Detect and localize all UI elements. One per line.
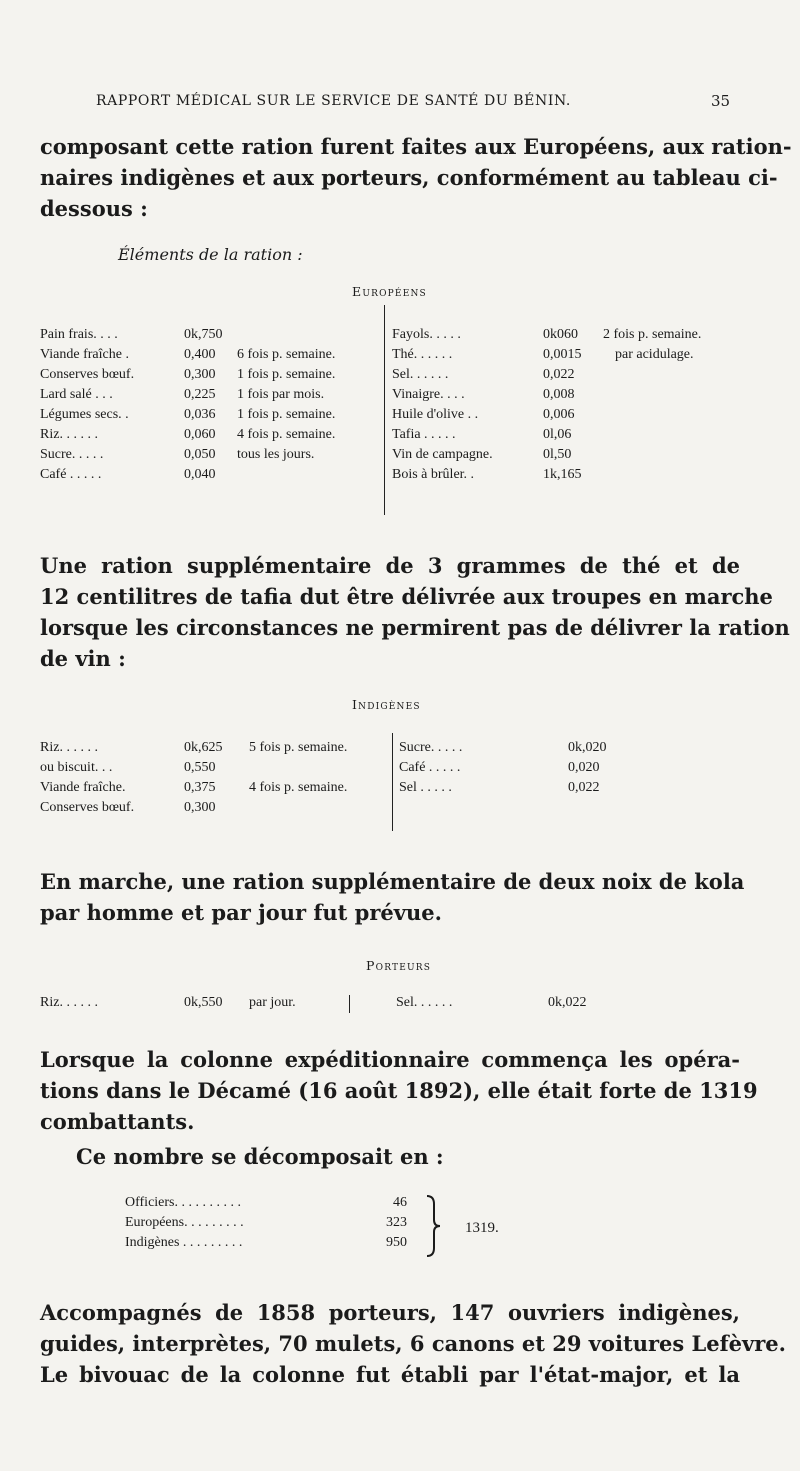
ration-elements-title: Éléments de la ration : <box>118 245 303 264</box>
effectif-breakdown <box>125 1193 445 1253</box>
final-paragraph <box>40 1297 786 1390</box>
decomposition-intro: Ce nombre se décomposait en : <box>76 1144 444 1169</box>
text-line: dessous : <box>40 196 148 221</box>
text-line: tions dans le Décamé (16 août 1892), elle était forte de 1319 <box>40 1078 758 1103</box>
table-row: Pain frais. . . . 0k,750 Fayols. . . . . 0k060 2 fois p. semaine. <box>40 327 702 342</box>
text-line: guides, interprètes, 70 mulets, 6 canons et 29 voitures Lefèvre. <box>40 1331 786 1356</box>
section-title-europeens: Européens <box>352 284 427 299</box>
text-line: lorsque les circonstances ne permirent pas de délivrer la ration <box>40 615 790 640</box>
text-line: naires indigènes et aux porteurs, conformément au tableau ci- <box>40 165 778 190</box>
list-item: Officiers. . . . . . . . . . 46 <box>125 1195 407 1210</box>
right-brace <box>425 1194 443 1258</box>
text-line: composant cette ration furent faites aux Européens, aux ration- <box>40 134 792 159</box>
table-row: Lard salé . . . 0,225 1 fois par mois. Vinaigre. . . . 0,008 <box>40 387 575 402</box>
column-divider <box>349 995 350 1013</box>
text-line: par homme et par jour fut prévue. <box>40 900 442 925</box>
list-item: Européens. . . . . . . . . 323 <box>125 1215 407 1230</box>
running-head: RAPPORT MÉDICAL SUR LE SERVICE DE SANTÉ DU BÉNIN. <box>96 93 571 109</box>
text-line: En marche, une ration supplémentaire de deux noix de kola <box>40 869 745 894</box>
porteurs-ration-table <box>40 993 760 1013</box>
table-row: Café . . . . . 0,040 Bois à brûler. . 1k,165 <box>40 467 582 482</box>
text-line: Une ration supplémentaire de 3 grammes de thé et de <box>40 553 740 578</box>
text-line: Accompagnés de 1858 porteurs, 147 ouvriers indigènes, <box>40 1300 740 1325</box>
section-title-porteurs: Porteurs <box>366 958 432 973</box>
table-row: Légumes secs. . 0,036 1 fois p. semaine. Huile d'olive . . 0,006 <box>40 407 575 422</box>
table-row: Riz. . . . . . 0k,550 par jour. Sel. . . . . . 0k,022 <box>40 995 587 1010</box>
table-row: Riz. . . . . . 0k,625 5 fois p. semaine. Sucre. . . . . 0k,020 <box>40 740 607 755</box>
text-line: combattants. <box>40 1109 195 1134</box>
column-divider <box>384 305 385 515</box>
text-line: de vin : <box>40 646 126 671</box>
kola-paragraph <box>40 866 745 928</box>
colonne-paragraph <box>40 1044 758 1137</box>
supplement-paragraph <box>40 550 790 674</box>
table-row: Conserves bœuf. 0,300 <box>40 800 216 815</box>
section-title-indigenes: Indigènes <box>352 697 421 712</box>
text-line: 12 centilitres de tafia dut être délivrée aux troupes en marche <box>40 584 773 609</box>
table-row: ou biscuit. . . 0,550 Café . . . . . 0,020 <box>40 760 600 775</box>
column-divider <box>392 733 393 831</box>
europeens-ration-table <box>40 325 760 485</box>
text-line: Lorsque la colonne expéditionnaire commença les opéra- <box>40 1047 740 1072</box>
intro-paragraph <box>40 131 792 224</box>
table-row: Riz. . . . . . 0,060 4 fois p. semaine. Tafia . . . . . 0l,06 <box>40 427 572 442</box>
list-item: Indigènes . . . . . . . . . 950 <box>125 1235 407 1250</box>
effectif-total: 1319. <box>465 1220 499 1236</box>
table-row: Sucre. . . . . 0,050 tous les jours. Vin de campagne. 0l,50 <box>40 447 572 462</box>
table-row: Viande fraîche . 0,400 6 fois p. semaine. Thé. . . . . . 0,0015 par acidulage. <box>40 347 694 362</box>
table-row: Viande fraîche. 0,375 4 fois p. semaine. Sel . . . . . 0,022 <box>40 780 600 795</box>
page-number: 35 <box>711 92 731 110</box>
indigenes-ration-table <box>40 738 760 818</box>
table-row: Conserves bœuf. 0,300 1 fois p. semaine. Sel. . . . . . 0,022 <box>40 367 575 382</box>
text-line: Le bivouac de la colonne fut établi par l'état-major, et la <box>40 1362 740 1387</box>
